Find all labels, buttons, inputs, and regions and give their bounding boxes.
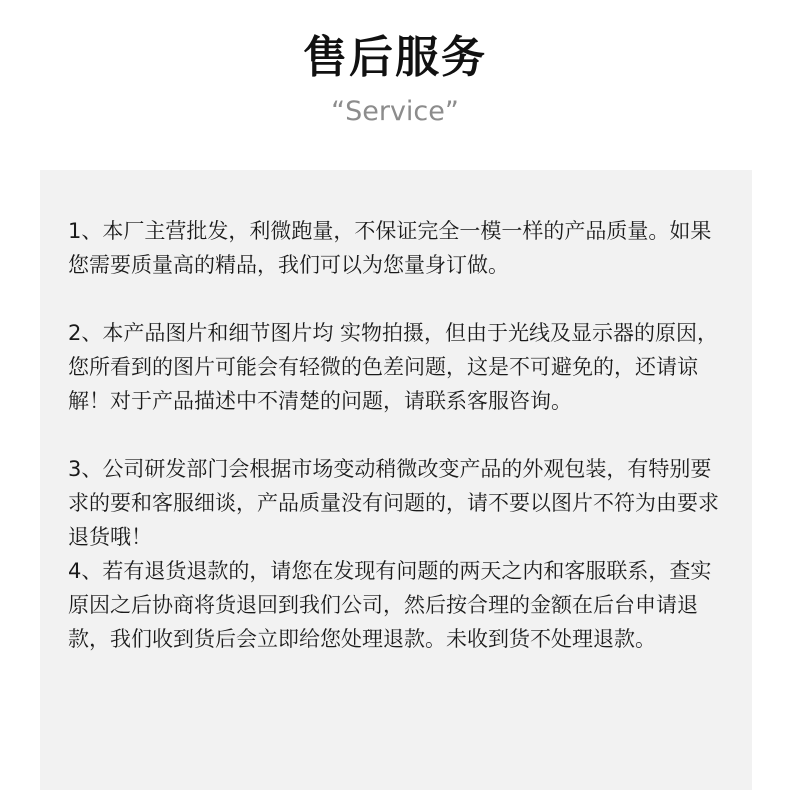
service-notice-panel xyxy=(40,170,752,790)
notice-paragraph-2: 2、本产品图片和细节图片均 实物拍摄，但由于光线及显示器的原因，您所看到的图片可能会有轻微的色差问题，这是不可避免的，还请谅解！对于产品描述中不清楚的问题，请联系客服咨询。 xyxy=(68,321,719,413)
page-title: 售后服务 xyxy=(303,32,487,83)
notice-paragraph-1: 1、本厂主营批发，利微跑量，不保证完全一模一样的产品质量。如果您需要质量高的精品，我们可以为您量身订做。 xyxy=(68,219,712,277)
page-subtitle: “Service” xyxy=(331,96,459,127)
notice-paragraph-4: 4、若有退货退款的，请您在发现有问题的两天之内和客服联系，查实原因之后协商将货退回到我们公司，然后按合理的金额在后台申请退款，我们收到货后会立即给您处理退款。未收到货不处理退款。 xyxy=(68,559,712,651)
service-notice-text xyxy=(68,214,728,656)
notice-paragraph-3: 3、公司研发部门会根据市场变动稍微改变产品的外观包装，有特别要求的要和客服细谈，产品质量没有问题的，请不要以图片不符为由要求退货哦！ xyxy=(68,457,719,549)
